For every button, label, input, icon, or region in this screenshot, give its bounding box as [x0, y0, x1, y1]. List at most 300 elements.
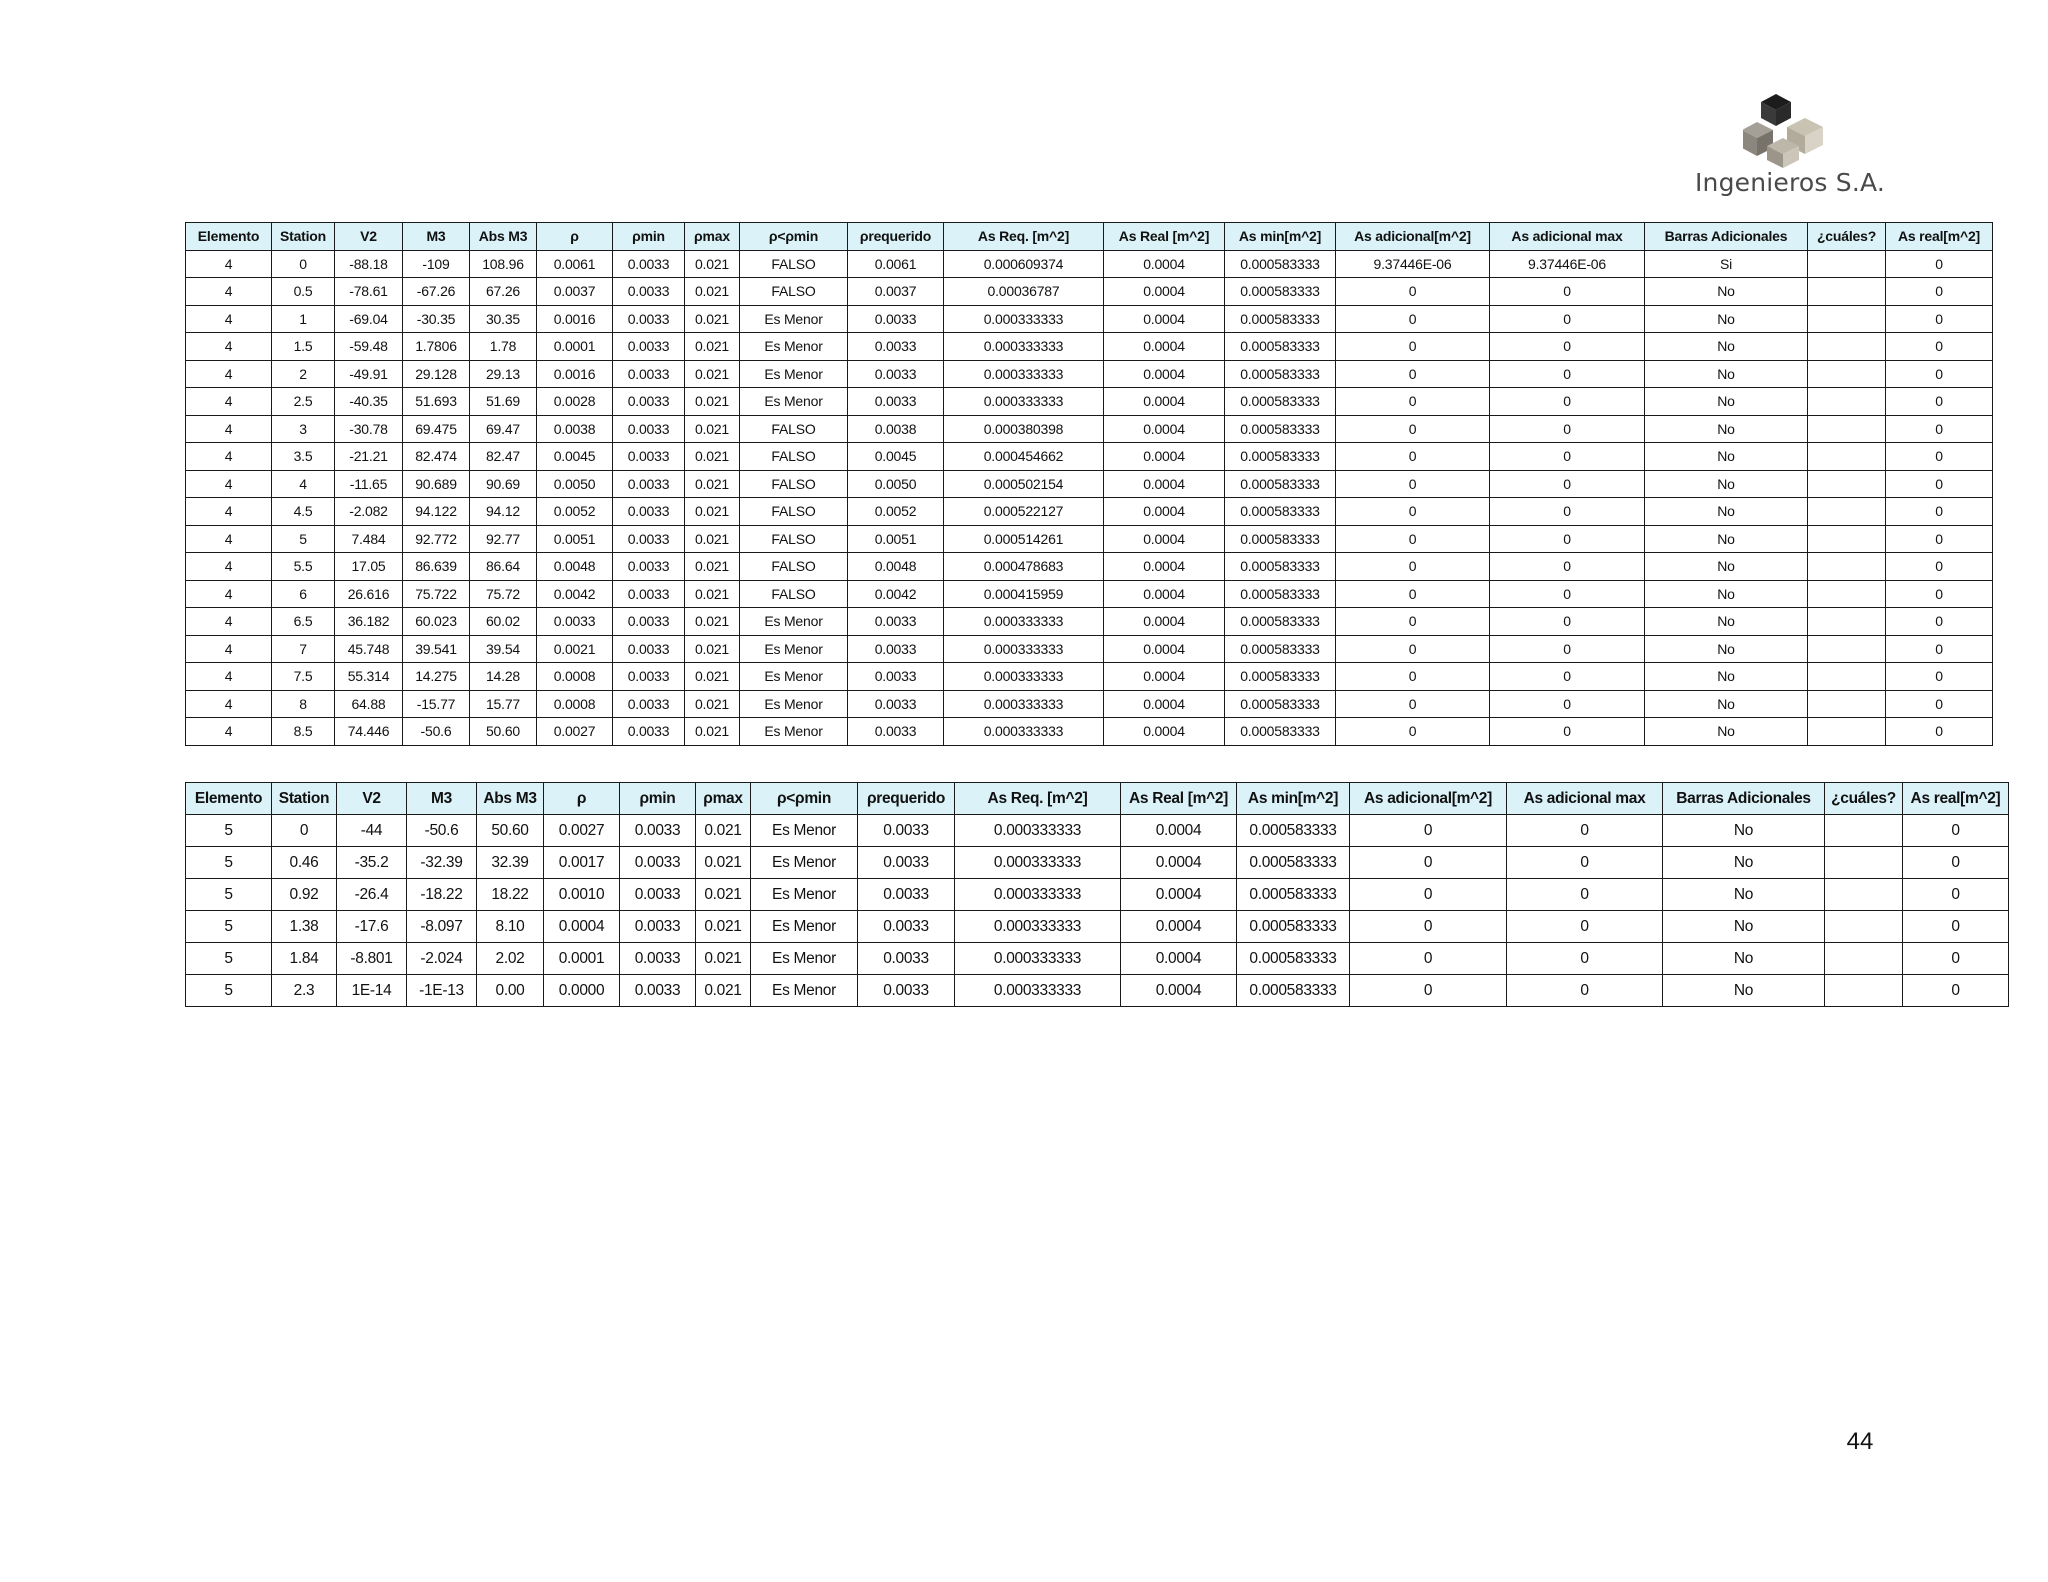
table-cell: -67.26: [403, 278, 470, 306]
table-cell: 64.88: [335, 690, 403, 718]
table-cell: -30.35: [403, 305, 470, 333]
table-cell: 0: [1886, 278, 1993, 306]
table-row: [186, 911, 2009, 943]
table-cell: -50.6: [403, 718, 470, 746]
table-cell: 0: [1903, 943, 2009, 975]
table-cell: 0.021: [685, 663, 740, 691]
table-cell: 51.69: [470, 388, 537, 416]
table-cell: 0.0033: [848, 305, 944, 333]
table-cell: No: [1663, 879, 1825, 911]
table-cell: 0.0033: [613, 305, 685, 333]
table-cell: -30.78: [335, 415, 403, 443]
table-cell: 0.0004: [1104, 635, 1225, 663]
table-cell: Si: [1645, 250, 1808, 278]
table-cell: [1808, 250, 1886, 278]
column-header: As Real [m^2]: [1104, 223, 1225, 251]
table-cell: 0.0038: [537, 415, 613, 443]
table-cell: -50.6: [407, 815, 477, 847]
table-cell: 0.0033: [613, 663, 685, 691]
table-cell: 0: [1490, 690, 1645, 718]
table-cell: 0.0048: [537, 553, 613, 581]
table-row: [186, 415, 1993, 443]
table-cell: 50.60: [477, 815, 544, 847]
table-row: [186, 525, 1993, 553]
table-cell: 9.37446E-06: [1490, 250, 1645, 278]
table-cell: FALSO: [740, 278, 848, 306]
table-cell: 0.000583333: [1237, 879, 1350, 911]
table-cell: 0: [1507, 911, 1663, 943]
table-cell: [1825, 911, 1903, 943]
table-cell: 0.021: [685, 470, 740, 498]
table-cell: 0.000333333: [944, 608, 1104, 636]
company-name: Ingenieros S.A.: [1694, 168, 1886, 197]
column-header: As Req. [m^2]: [944, 223, 1104, 251]
table-cell: 6.5: [272, 608, 335, 636]
table-cell: No: [1645, 333, 1808, 361]
table-cell: 4: [186, 333, 272, 361]
table-cell: 0.0033: [613, 553, 685, 581]
column-header: ¿cuáles?: [1808, 223, 1886, 251]
table-cell: 0.92: [272, 879, 337, 911]
table-cell: 1.78: [470, 333, 537, 361]
table-cell: 4: [186, 250, 272, 278]
table-cell: 0: [1490, 580, 1645, 608]
table-cell: 5: [272, 525, 335, 553]
table-cell: No: [1645, 580, 1808, 608]
column-header: As real[m^2]: [1886, 223, 1993, 251]
table-cell: 0: [1490, 388, 1645, 416]
table-cell: -11.65: [335, 470, 403, 498]
table-cell: [1808, 415, 1886, 443]
table-cell: [1808, 553, 1886, 581]
table-cell: 0.000522127: [944, 498, 1104, 526]
table-cell: 0: [1886, 415, 1993, 443]
table-cell: 51.693: [403, 388, 470, 416]
table-cell: 0.000333333: [955, 975, 1121, 1007]
table-row: [186, 498, 1993, 526]
table-cell: 0.0037: [848, 278, 944, 306]
column-header: As adicional[m^2]: [1336, 223, 1490, 251]
table-cell: 0.0033: [848, 388, 944, 416]
table-cell: 2.5: [272, 388, 335, 416]
column-header: ρmax: [696, 783, 751, 815]
table-cell: 0.0033: [613, 498, 685, 526]
table-cell: 14.275: [403, 663, 470, 691]
table-cell: 0.0004: [1104, 608, 1225, 636]
column-header: Abs M3: [477, 783, 544, 815]
table-cell: 0.000333333: [955, 815, 1121, 847]
table-cell: No: [1645, 470, 1808, 498]
table-row: [186, 580, 1993, 608]
table-cell: No: [1645, 388, 1808, 416]
table-cell: 0: [1490, 443, 1645, 471]
table-cell: 0.021: [696, 943, 751, 975]
table-cell: 0.0004: [1104, 470, 1225, 498]
table-cell: 0.0016: [537, 305, 613, 333]
table-cell: 5: [186, 975, 272, 1007]
table-cell: [1808, 470, 1886, 498]
table-cell: 4: [186, 415, 272, 443]
table-cell: 0.000583333: [1225, 388, 1336, 416]
table-cell: 0.0033: [613, 718, 685, 746]
table-cell: 0.0033: [613, 278, 685, 306]
table-cell: 0.000583333: [1225, 498, 1336, 526]
table-cell: 0.0008: [537, 690, 613, 718]
table-cell: 4: [186, 278, 272, 306]
table-cell: 90.69: [470, 470, 537, 498]
table-cell: 0.000583333: [1225, 360, 1336, 388]
table-cell: 0.000583333: [1237, 943, 1350, 975]
table-row: [186, 943, 2009, 975]
table-cell: 14.28: [470, 663, 537, 691]
table-cell: 0: [1490, 498, 1645, 526]
column-header: Abs M3: [470, 223, 537, 251]
table-cell: 0.00: [477, 975, 544, 1007]
table-cell: 0.0033: [858, 911, 955, 943]
table-cell: 0: [1886, 580, 1993, 608]
column-header: ρ<ρmin: [751, 783, 858, 815]
table-cell: 0: [1886, 525, 1993, 553]
table-cell: 0.0010: [544, 879, 620, 911]
table-cell: 0.0033: [620, 815, 696, 847]
table-cell: [1825, 847, 1903, 879]
table-cell: -40.35: [335, 388, 403, 416]
table-cell: 0.021: [696, 975, 751, 1007]
table-row: [186, 663, 1993, 691]
table-cell: 0.000333333: [955, 911, 1121, 943]
table-cell: 0.0033: [613, 580, 685, 608]
table-cell: 0.021: [685, 278, 740, 306]
table-cell: 0.000502154: [944, 470, 1104, 498]
table-cell: 26.616: [335, 580, 403, 608]
column-header: Station: [272, 783, 337, 815]
table-cell: 0.000583333: [1225, 690, 1336, 718]
table-cell: [1808, 498, 1886, 526]
table-cell: [1808, 333, 1886, 361]
table-cell: 0.021: [685, 498, 740, 526]
table-cell: 5: [186, 911, 272, 943]
table-cell: 0.000583333: [1225, 663, 1336, 691]
table-cell: 0.0008: [537, 663, 613, 691]
table-cell: 8.5: [272, 718, 335, 746]
table-cell: 4: [186, 635, 272, 663]
table-cell: 0.0004: [1121, 879, 1237, 911]
table-cell: 0.021: [685, 718, 740, 746]
table-cell: No: [1645, 690, 1808, 718]
table-cell: No: [1645, 443, 1808, 471]
table-cell: [1825, 975, 1903, 1007]
table-cell: 18.22: [477, 879, 544, 911]
table-cell: 0.021: [696, 879, 751, 911]
table-cell: Es Menor: [740, 305, 848, 333]
data-table-element-5: [185, 782, 2009, 1007]
table-cell: 0.0004: [1104, 388, 1225, 416]
table-cell: 4: [272, 470, 335, 498]
table-cell: 0.0033: [613, 608, 685, 636]
table-cell: 0.0004: [1104, 498, 1225, 526]
table-cell: [1808, 278, 1886, 306]
table-cell: 0: [1886, 470, 1993, 498]
column-header: As adicional max: [1507, 783, 1663, 815]
table-cell: 0.021: [685, 690, 740, 718]
table-cell: 0.0033: [613, 690, 685, 718]
table-cell: 0.0033: [620, 975, 696, 1007]
table-cell: No: [1645, 718, 1808, 746]
column-header: Station: [272, 223, 335, 251]
table-cell: 0.0004: [1104, 718, 1225, 746]
table-cell: FALSO: [740, 470, 848, 498]
table-row: [186, 360, 1993, 388]
table-cell: -8.097: [407, 911, 477, 943]
table-cell: 0: [1490, 553, 1645, 581]
table-cell: 4: [186, 608, 272, 636]
table-cell: 17.05: [335, 553, 403, 581]
table-cell: 0.021: [685, 608, 740, 636]
table-cell: 0.000583333: [1237, 911, 1350, 943]
table-cell: 0.000583333: [1225, 250, 1336, 278]
table-cell: 0.0016: [537, 360, 613, 388]
table-cell: -2.024: [407, 943, 477, 975]
table-cell: 4: [186, 388, 272, 416]
table-cell: 0: [1336, 470, 1490, 498]
table-cell: 0.0004: [1104, 415, 1225, 443]
table-cell: 86.64: [470, 553, 537, 581]
table-cell: 0.0033: [620, 943, 696, 975]
table-header-row: [186, 223, 1993, 251]
table-cell: 4.5: [272, 498, 335, 526]
table-cell: Es Menor: [740, 333, 848, 361]
table-cell: Es Menor: [740, 360, 848, 388]
table-cell: 0.0033: [848, 333, 944, 361]
column-header: V2: [335, 223, 403, 251]
table-cell: 0.000583333: [1225, 470, 1336, 498]
table-cell: 0.0004: [1104, 553, 1225, 581]
table-cell: 3: [272, 415, 335, 443]
table-row: [186, 608, 1993, 636]
table-cell: 0: [1490, 635, 1645, 663]
table-cell: 0: [1490, 525, 1645, 553]
table-cell: 0: [1903, 975, 2009, 1007]
page-number: 44: [1846, 1428, 1874, 1455]
column-header: ρmax: [685, 223, 740, 251]
table-cell: 108.96: [470, 250, 537, 278]
table-cell: 0: [1350, 815, 1507, 847]
table-cell: 0.0033: [620, 911, 696, 943]
table-cell: 0.0001: [537, 333, 613, 361]
table-cell: 0: [1886, 333, 1993, 361]
table-cell: 0.0033: [848, 690, 944, 718]
table-cell: 90.689: [403, 470, 470, 498]
table-cell: 0.021: [685, 360, 740, 388]
table-cell: 0.0050: [537, 470, 613, 498]
table-cell: -15.77: [403, 690, 470, 718]
table-cell: 0: [1336, 415, 1490, 443]
table-cell: No: [1645, 553, 1808, 581]
table-cell: 0.0004: [1104, 525, 1225, 553]
column-header: As Real [m^2]: [1121, 783, 1237, 815]
table-cell: 0: [1886, 635, 1993, 663]
column-header: ρrequerido: [858, 783, 955, 815]
table-cell: -69.04: [335, 305, 403, 333]
table-row: [186, 690, 1993, 718]
table-cell: 9.37446E-06: [1336, 250, 1490, 278]
column-header: V2: [337, 783, 407, 815]
table-cell: 0: [1490, 718, 1645, 746]
table-cell: 0.0051: [848, 525, 944, 553]
table-cell: No: [1663, 943, 1825, 975]
table-cell: 0.000583333: [1225, 553, 1336, 581]
column-header: ρmin: [613, 223, 685, 251]
table-cell: Es Menor: [751, 847, 858, 879]
table-cell: 82.474: [403, 443, 470, 471]
table-cell: [1825, 943, 1903, 975]
column-header: ρmin: [620, 783, 696, 815]
table-cell: 0.021: [685, 250, 740, 278]
table-cell: 0: [1903, 847, 2009, 879]
table-cell: 0.000609374: [944, 250, 1104, 278]
table-cell: 0: [1336, 553, 1490, 581]
table-cell: 0: [1886, 718, 1993, 746]
table-cell: 29.128: [403, 360, 470, 388]
table-cell: 5: [186, 879, 272, 911]
table-row: [186, 278, 1993, 306]
table-cell: 0.0033: [858, 847, 955, 879]
table-cell: 0: [1336, 388, 1490, 416]
table-cell: 39.541: [403, 635, 470, 663]
table-cell: 0.0033: [620, 879, 696, 911]
table-cell: 0.0045: [537, 443, 613, 471]
table-cell: 92.772: [403, 525, 470, 553]
table-cell: 0.000583333: [1225, 278, 1336, 306]
table-cell: 0.000333333: [944, 663, 1104, 691]
table-cell: 0: [1336, 498, 1490, 526]
table-cell: Es Menor: [740, 718, 848, 746]
table-cell: -32.39: [407, 847, 477, 879]
table-cell: 45.748: [335, 635, 403, 663]
table-cell: [1808, 305, 1886, 333]
table-cell: 5.5: [272, 553, 335, 581]
table-cell: 36.182: [335, 608, 403, 636]
table-cell: 0.0017: [544, 847, 620, 879]
table-cell: 69.47: [470, 415, 537, 443]
table-cell: 0: [1336, 690, 1490, 718]
table-cell: 0.0004: [1121, 847, 1237, 879]
table-cell: [1808, 663, 1886, 691]
column-header: As real[m^2]: [1903, 783, 2009, 815]
table-cell: -8.801: [337, 943, 407, 975]
table-cell: 39.54: [470, 635, 537, 663]
table-cell: 0: [1336, 718, 1490, 746]
table-cell: 0: [1886, 388, 1993, 416]
table-cell: No: [1645, 415, 1808, 443]
table-cell: 0.0061: [848, 250, 944, 278]
table-cell: 0.0033: [858, 943, 955, 975]
table-cell: 0.000333333: [944, 305, 1104, 333]
table-cell: 0.000333333: [944, 388, 1104, 416]
column-header: ρ: [537, 223, 613, 251]
table-cell: 4: [186, 525, 272, 553]
column-header: As adicional max: [1490, 223, 1645, 251]
table-cell: Es Menor: [751, 879, 858, 911]
table-cell: 4: [186, 718, 272, 746]
table-cell: 2.02: [477, 943, 544, 975]
table-cell: 4: [186, 360, 272, 388]
table-cell: 0.000333333: [944, 718, 1104, 746]
table-cell: 69.475: [403, 415, 470, 443]
column-header: M3: [407, 783, 477, 815]
table-cell: -18.22: [407, 879, 477, 911]
table-cell: 0: [272, 815, 337, 847]
table-cell: 0.0001: [544, 943, 620, 975]
table-cell: 2: [272, 360, 335, 388]
table-cell: 0.0033: [848, 608, 944, 636]
table-cell: 0.0033: [848, 360, 944, 388]
table-cell: 0: [1490, 360, 1645, 388]
table-cell: 1: [272, 305, 335, 333]
table-cell: 0.5: [272, 278, 335, 306]
table-cell: 2.3: [272, 975, 337, 1007]
table-cell: Es Menor: [751, 943, 858, 975]
table-cell: -2.082: [335, 498, 403, 526]
table-cell: 60.023: [403, 608, 470, 636]
table-cell: No: [1645, 663, 1808, 691]
table-cell: -35.2: [337, 847, 407, 879]
table-cell: 0.0033: [613, 333, 685, 361]
table-cell: Es Menor: [740, 635, 848, 663]
table-cell: 0: [1350, 847, 1507, 879]
table-row: [186, 975, 2009, 1007]
table-cell: 0.0052: [848, 498, 944, 526]
table-cell: 5: [186, 847, 272, 879]
table-row: [186, 635, 1993, 663]
table-cell: [1808, 690, 1886, 718]
table-cell: 82.47: [470, 443, 537, 471]
table-cell: 0.0051: [537, 525, 613, 553]
table-cell: 0: [272, 250, 335, 278]
table-cell: 0.000478683: [944, 553, 1104, 581]
table-cell: 0.0004: [1104, 333, 1225, 361]
table-cell: No: [1663, 975, 1825, 1007]
table-cell: No: [1645, 525, 1808, 553]
column-header: ¿cuáles?: [1825, 783, 1903, 815]
table-cell: No: [1645, 278, 1808, 306]
table-cell: 0.0028: [537, 388, 613, 416]
table-cell: No: [1645, 305, 1808, 333]
table-cell: 4: [186, 553, 272, 581]
table-row: [186, 553, 1993, 581]
table-cell: Es Menor: [740, 388, 848, 416]
table-cell: 0: [1336, 635, 1490, 663]
table-cell: 0: [1507, 847, 1663, 879]
table-cell: 0.0033: [848, 663, 944, 691]
table-cell: [1808, 580, 1886, 608]
table-cell: 0.0033: [613, 635, 685, 663]
table-cell: 0: [1886, 690, 1993, 718]
table-cell: [1808, 525, 1886, 553]
table-cell: [1825, 815, 1903, 847]
table-cell: 1E-14: [337, 975, 407, 1007]
table-cell: No: [1645, 635, 1808, 663]
table-cell: 0.000583333: [1237, 975, 1350, 1007]
table-cell: 0: [1350, 911, 1507, 943]
table-cell: 4: [186, 663, 272, 691]
table-cell: 1.38: [272, 911, 337, 943]
table-cell: 0.0033: [620, 847, 696, 879]
table-cell: 0.0042: [848, 580, 944, 608]
table-cell: [1808, 718, 1886, 746]
table-header-row: [186, 783, 2009, 815]
stacked-cubes-logo-icon: [1743, 92, 1837, 168]
